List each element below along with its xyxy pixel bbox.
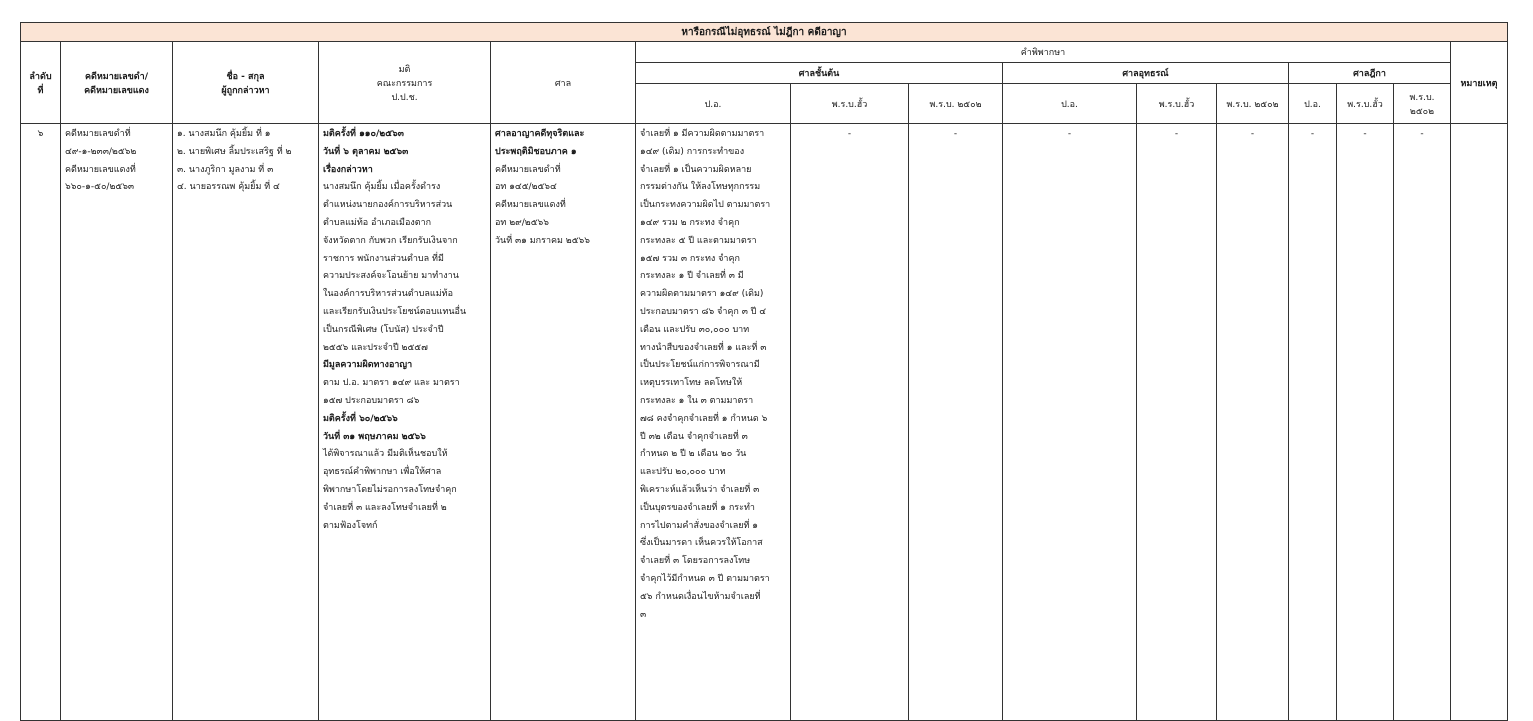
header-court-supreme: ศาลฎีกา (1289, 63, 1451, 84)
verdict-line: พิเคราะห์แล้วเห็นว่า จำเลยที่ ๓ (640, 484, 760, 495)
verdict-line: เป็นประโยชน์แก่การพิจารณามี (640, 360, 760, 371)
resolution-line: ๑๕๗ ประกอบมาตรา ๘๖ (323, 395, 420, 406)
cell-supreme-po (1289, 124, 1337, 721)
header-accused (173, 42, 319, 124)
court-line: อท ๒๙/๒๕๖๖ (495, 217, 549, 228)
header-case-line1: คดีหมายเลขดำ/ (85, 71, 148, 82)
header-accused-line2: ผู้ถูกกล่าวหา (221, 85, 270, 96)
verdict-line: เดือน และปรับ ๓๐,๐๐๐ บาท (640, 324, 750, 335)
verdict-line: ซึ่งเป็นมารดา เห็นควรให้โอกาส (640, 538, 763, 549)
case-table (20, 22, 1508, 721)
verdict-line: กระทงละ ๑ ใน ๓ ตามมาตรา (640, 395, 754, 406)
court-lines (491, 124, 635, 253)
header-case-number (61, 42, 173, 124)
dash-supreme-prb-hua: - (1363, 129, 1367, 139)
resolution-line: และเรียกรับเงินประโยชน์ตอบแทนอื่น (323, 306, 467, 317)
header-no-line2: ที่ (37, 85, 44, 96)
header-supreme-prb-line1: พ.ร.บ. (1409, 92, 1435, 103)
verdict-line: ๑๕๗ รวม ๓ กระทง จำคุก (640, 253, 740, 264)
verdict-line: จำเลยที่ ๓ โดยรอการลงโทษ (640, 556, 751, 567)
first-instance-verdict-lines (636, 124, 790, 626)
resolution-line: เป็นกรณีพิเศษ (โบนัส) ประจำปี (323, 324, 444, 335)
case-number-line: ๔๙-๑-๒๓๓/๒๕๖๒ (65, 146, 137, 157)
row-number: ๖ (37, 129, 44, 139)
accused-lines (173, 124, 318, 199)
resolution-line: ได้พิจารณาแล้ว มีมติเห็นชอบให้ (323, 449, 448, 460)
header-first-prb-2502: พ.ร.บ. ๒๕๐๒ (909, 84, 1003, 124)
accused-name-line: ๔. นายอรรณพ คุ้มยิ้ม ที่ ๔ (177, 182, 280, 193)
header-supreme-prb-line2: ๒๕๐๒ (1409, 106, 1435, 117)
header-resolution-line2: คณะกรรมการ (376, 78, 433, 89)
table-row (21, 124, 1508, 721)
verdict-line: ความผิดตามมาตรา ๑๔๙ (เดิม) (640, 289, 764, 300)
accused-name-line: ๑. นางสมนึก คุ้มยิ้ม ที่ ๑ (177, 129, 271, 139)
verdict-line: ทางนำสืบของจำเลยที่ ๑ และที่ ๓ (640, 342, 767, 353)
header-no (21, 42, 61, 124)
header-appeal-prb-hua: พ.ร.บ.ฮั้ว (1137, 84, 1217, 124)
accused-name-line: ๓. นางภูริกา มูลงาม ที่ ๓ (177, 164, 274, 175)
verdict-line: เหตุบรรเทาโทษ ลดโทษให้ (640, 378, 743, 389)
dash-appeal-prb-2502: - (1250, 129, 1255, 139)
header-resolution-line3: ป.ป.ช. (391, 92, 418, 103)
case-number-lines (61, 124, 172, 199)
header-no-line1: ลำดับ (29, 71, 52, 82)
court-line: ประพฤติมิชอบภาค ๑ (495, 146, 577, 157)
resolution-line: ความประสงค์จะโอนย้าย มาทำงาน (323, 271, 459, 282)
resolution-line: ตาม ป.อ. มาตรา ๑๔๙ และ มาตรา (323, 378, 460, 389)
resolution-line: มติครั้งที่ ๖๐/๒๕๖๖ (323, 413, 398, 424)
header-supreme-prb-hua: พ.ร.บ.ฮั้ว (1337, 84, 1394, 124)
verdict-line: ๑๔๙ (เดิม) การกระทำของ (640, 146, 745, 157)
verdict-line: จำเลยที่ ๑ เป็นความผิดหลาย (640, 164, 752, 175)
resolution-line: ตำบลแม่ท้อ อำเภอเมืองตาก (323, 217, 432, 228)
resolution-line: ตามฟ้องโจทก์ (323, 520, 378, 531)
dash-appeal-prb-hua: - (1174, 129, 1179, 139)
resolution-line: วันที่ ๓๑ พฤษภาคม ๒๕๖๖ (323, 431, 426, 442)
resolution-line: นางสมนึก คุ้มยิ้ม เมื่อครั้งดำรง (323, 182, 441, 193)
verdict-line: จำเลยที่ ๑ มีความผิดตามมาตรา (640, 129, 765, 139)
cell-appeal-po (1003, 124, 1137, 721)
resolution-line: อุทธรณ์คำพิพากษา เพื่อให้ศาล (323, 467, 442, 478)
dash-supreme-prb-2502: - (1420, 129, 1424, 139)
court-line: คดีหมายเลขดำที่ (495, 164, 561, 175)
header-case-line2: คดีหมายเลขแดง (84, 85, 149, 96)
header-appeal-po: ป.อ. (1003, 84, 1137, 124)
header-court: ศาล (491, 42, 636, 124)
header-resolution (319, 42, 491, 124)
resolution-line: เรื่องกล่าวหา (323, 164, 373, 175)
court-line: อท ๑๔๕/๒๕๖๔ (495, 182, 557, 193)
court-line: ศาลอาญาคดีทุจริตและ (495, 129, 585, 139)
header-first-prb-hua: พ.ร.บ.ฮั้ว (791, 84, 909, 124)
case-number-line: คดีหมายเลขดำที่ (65, 129, 131, 139)
resolution-line: จำเลยที่ ๓ และลงโทษจำเลยที่ ๒ (323, 502, 447, 513)
resolution-line: จังหวัดตาก กับพวก เรียกรับเงินจาก (323, 235, 458, 246)
verdict-line: ประกอบมาตรา ๘๖ จำคุก ๓ ปี ๔ (640, 306, 767, 317)
cell-accused (173, 124, 319, 721)
case-number-line: ๖๖๐-๑-๕๐/๒๕๖๓ (65, 182, 135, 193)
header-resolution-line1: มติ (398, 64, 411, 75)
cell-appeal-prb-hua (1137, 124, 1217, 721)
resolution-line: มติครั้งที่ ๑๑๐/๒๕๖๓ (323, 129, 404, 139)
case-table-sheet (20, 22, 1507, 721)
court-line: วันที่ ๓๑ มกราคม ๒๕๖๖ (495, 235, 590, 246)
verdict-line: เป็นบุตรของจำเลยที่ ๑ กระทำ (640, 502, 755, 513)
verdict-line: กำหนด ๒ ปี ๒ เดือน ๒๐ วัน (640, 449, 747, 460)
cell-case-numbers (61, 124, 173, 721)
cell-resolution (319, 124, 491, 721)
resolution-line: ในองค์การบริหารส่วนตำบลแม่ท้อ (323, 289, 453, 300)
cell-remark (1451, 124, 1508, 721)
header-supreme-po: ป.อ. (1289, 84, 1337, 124)
dash-first-prb-2502: - (953, 129, 958, 139)
court-line: คดีหมายเลขแดงที่ (495, 200, 566, 211)
cell-first-po (636, 124, 791, 721)
verdict-line: ปี ๓๒ เดือน จำคุกจำเลยที่ ๓ (640, 431, 748, 442)
header-first-po: ป.อ. (636, 84, 791, 124)
resolution-line: ตำแหน่งนายกองค์การบริหารส่วน (323, 200, 453, 211)
case-number-line: คดีหมายเลขแดงที่ (65, 164, 136, 175)
cell-no (21, 124, 61, 721)
resolution-line: วันที่ ๖ ตุลาคม ๒๕๖๓ (323, 146, 409, 157)
header-supreme-prb-2502 (1394, 84, 1451, 124)
verdict-line: กรรมต่างกัน ให้ลงโทษทุกกรรม (640, 182, 761, 193)
verdict-line: ๕๖ กำหนดเงื่อนไขห้ามจำเลยที่ (640, 591, 761, 602)
header-accused-line1: ชื่อ - สกุล (226, 71, 265, 82)
table-title: หารือกรณีไม่อุทธรณ์ ไม่ฎีกา คดีอาญา (21, 23, 1508, 42)
resolution-line: ราชการ พนักงานส่วนตำบล ที่มี (323, 253, 444, 264)
header-appeal-prb-2502: พ.ร.บ. ๒๕๐๒ (1217, 84, 1289, 124)
resolution-line: พิพากษาโดยไม่รอการลงโทษจำคุก (323, 484, 457, 495)
cell-appeal-prb-2502 (1217, 124, 1289, 721)
header-remark: หมายเหตุ (1451, 42, 1508, 124)
resolution-lines (319, 124, 490, 537)
cell-supreme-prb-2502 (1394, 124, 1451, 721)
accused-name-line: ๒. นายพิเศษ ลิ้มประเสริฐ ที่ ๒ (177, 146, 292, 157)
dash-supreme-po: - (1310, 129, 1315, 139)
cell-first-prb-hua (791, 124, 909, 721)
verdict-line: ๓ (640, 609, 647, 620)
verdict-line: เป็นกระทงความผิดไป ตามมาตรา (640, 200, 771, 211)
verdict-line: ๗๘ คงจำคุกจำเลยที่ ๑ กำหนด ๖ (640, 413, 768, 424)
verdict-line: การไปตามคำสั่งของจำเลยที่ ๑ (640, 520, 759, 531)
header-court-first: ศาลชั้นต้น (636, 63, 1003, 84)
verdict-line: กระทงละ ๑ ปี จำเลยที่ ๓ มี (640, 271, 744, 282)
resolution-line: มีมูลความผิดทางอาญา (323, 360, 413, 371)
header-verdict: คำพิพากษา (636, 42, 1451, 63)
cell-supreme-prb-hua (1337, 124, 1394, 721)
dash-appeal-po: - (1067, 129, 1072, 139)
header-court-appeal: ศาลอุทธรณ์ (1003, 63, 1289, 84)
verdict-line: ๑๔๙ รวม ๒ กระทง จำคุก (640, 217, 740, 228)
resolution-line: ๒๕๕๖ และประจำปี ๒๕๕๗ (323, 342, 428, 353)
verdict-line: และปรับ ๒๐,๐๐๐ บาท (640, 467, 726, 478)
verdict-line: จำคุกไว้มีกำหนด ๓ ปี ตามมาตรา (640, 573, 770, 584)
dash-first-prb-hua: - (847, 129, 852, 139)
cell-first-prb-2502 (909, 124, 1003, 721)
verdict-line: กระทงละ ๕ ปี และตามมาตรา (640, 235, 757, 246)
cell-court (491, 124, 636, 721)
